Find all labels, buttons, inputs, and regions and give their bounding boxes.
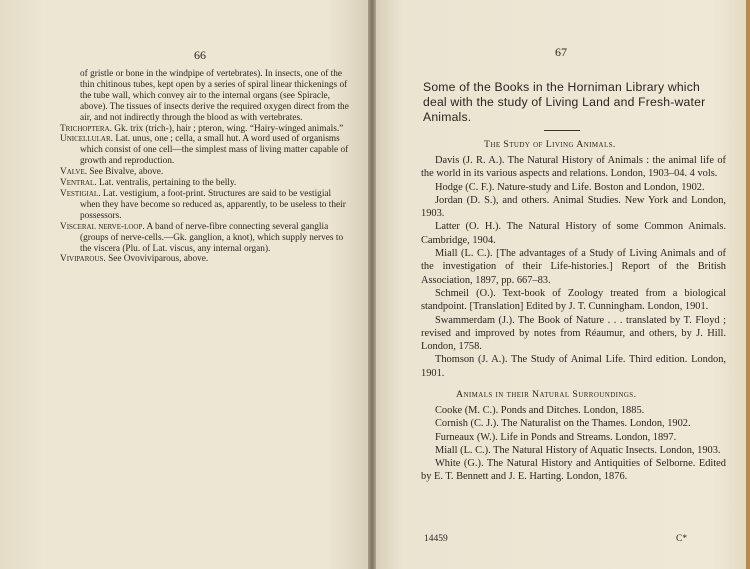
- glossary-definition: Gk. trix (trich-), hair ; pteron, wing. “Hairy-winged animals.”: [114, 123, 344, 134]
- book-entry: Furneaux (W.). Life in Ponds and Streams. London, 1897.: [435, 431, 677, 443]
- book-entry: Thomson (J. A.). The Study of Animal Life. Third edition. London, 1901.: [421, 354, 726, 379]
- glossary-headword: Vestigial.: [60, 188, 101, 199]
- glossary-definition: A band of nerve-fibre connecting several ganglia (groups of nerve-cells.—Gk. ganglion, a knot), which supply nerves to the viscera (Plu. of Lat. viscus, any internal organ).: [80, 221, 344, 254]
- library-list-heading: Some of the Books in the Horniman Library which deal with the study of Living Land and Fresh-water Animals.: [423, 80, 706, 125]
- glossary-entry: [60, 69, 350, 124]
- glossary-definition: See Bivalve, above.: [89, 167, 164, 178]
- book-entry: Hodge (C. F.). Nature-study and Life. Boston and London, 1902.: [435, 181, 705, 193]
- glossary-text: [60, 69, 350, 265]
- signature-number: 14459: [424, 534, 448, 544]
- book-entry: Schmeil (O.). Text-book of Zoology treated from a biological standpoint. [Translation] Edited by J. T. Cunningham. London, 1901.: [421, 287, 726, 313]
- book-entry: White (G.). The Natural History and Antiquities of Selborne. Edited by E. T. Bennett and J. E. Harting. London, 1876.: [421, 458, 726, 483]
- page-edge: [746, 0, 750, 569]
- page-number-left: 66: [194, 48, 206, 62]
- section-title-study: The Study of Living Animals.: [484, 139, 616, 150]
- left-page: [0, 0, 372, 569]
- glossary-definition: of gristle or bone in the windpipe of vertebrates). In insects, one of the thin chitinous tubes, kept open by a series of spiral linear thickenings of the tube wall, which convey air to the internal organs (see Spiracle, above). The tissues of insects derive the required oxygen direct from the air, and not indirectly through the blood as with vertebrates.: [80, 69, 349, 123]
- glossary-headword: Visceral nerve-loop.: [60, 221, 145, 232]
- section-title-surroundings: Animals in their Natural Surroundings.: [456, 389, 637, 400]
- heading-rule: [544, 130, 580, 131]
- glossary-definition: Lat. vestigium, a foot-print. Structures are said to be vestigial when they have become so reduced as, apparently, to be useless to their possessors.: [80, 188, 346, 221]
- glossary-entry: [60, 254, 350, 265]
- book-gutter: [368, 0, 376, 569]
- book-entry: Cooke (M. C.). Ponds and Ditches. London, 1885.: [435, 405, 645, 416]
- book-list-study: [421, 154, 726, 380]
- glossary-entry: [60, 134, 350, 167]
- glossary-headword: Valve.: [60, 167, 88, 178]
- glossary-definition: Lat. unus, one ; cella, a small hut. A word used of organisms which consist of one cell—the simplest mass of living matter capable of growth and reproduction.: [80, 134, 349, 167]
- glossary-definition: Lat. ventralis, pertaining to the belly.: [98, 178, 237, 189]
- book-entry: Jordan (D. S.), and others. Animal Studies. New York and London, 1903.: [421, 194, 726, 220]
- book-entry: Swammerdam (J.). The Book of Nature . . . translated by T. Floyd ; revised and improved by notes from Réaumur, and others, by J. Hill. London, 1758.: [421, 314, 726, 353]
- book-entry: Miall (L. C.). The Natural History of Aquatic Insects. London, 1903.: [435, 444, 721, 456]
- book-entry: Davis (J. R. A.). The Natural History of Animals : the animal life of the world in its various aspects and relations. London, 1903–04. 4 vols.: [421, 155, 726, 180]
- glossary-entry: [60, 124, 350, 135]
- signature-mark: C*: [676, 534, 688, 544]
- glossary-entry: [60, 167, 350, 178]
- book-entry: Miall (L. C.). [The advantages of a Study of Living Animals and of the investigation of their Life-histories.] Report of the British Association, 1897, pp. 667–83.: [421, 248, 726, 286]
- glossary-headword: Viviparous.: [60, 254, 106, 265]
- glossary-definition: See Ovoviviparous, above.: [108, 254, 209, 265]
- glossary-entry: [60, 178, 350, 189]
- book-entry: Cornish (C. J.). The Naturalist on the Thames. London, 1902.: [435, 418, 691, 430]
- page-number-right: 67: [555, 45, 567, 59]
- book-list-surroundings: [421, 404, 726, 484]
- glossary-headword: Ventral.: [60, 178, 97, 189]
- glossary-entry: [60, 222, 350, 255]
- glossary-entry: [60, 189, 350, 222]
- glossary-headword: Trichoptera.: [60, 123, 112, 134]
- glossary-headword: Unicellular.: [60, 134, 113, 145]
- book-entry: Latter (O. H.). The Natural History of some Common Animals. Cambridge, 1904.: [421, 221, 726, 246]
